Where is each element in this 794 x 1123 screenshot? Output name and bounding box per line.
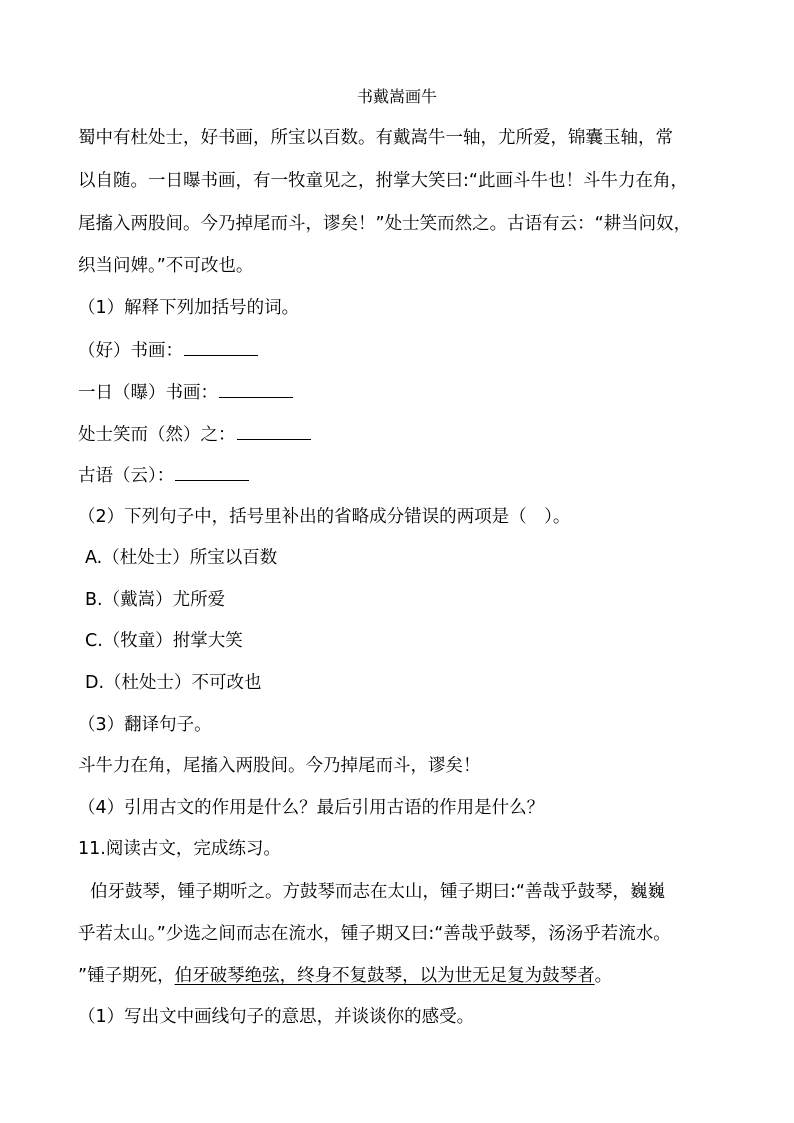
passage-line: 伯牙鼓琴，锺子期听之。方鼓琴而志在太山，锺子期曰:“善哉乎鼓琴，巍巍 xyxy=(90,882,665,902)
question-1-item xyxy=(78,463,728,488)
passage-line: 尾搐入两股间。今乃掉尾而斗，谬矣！”处士笑而然之。古语有云：“耕当问奴， xyxy=(78,214,692,234)
question-3-heading: （3）翻译句子。 xyxy=(78,715,212,735)
passage-line: 以自随。一日曝书画，有一牧童见之，拊掌大笑曰:“此画斗牛也！斗牛力在角， xyxy=(78,171,688,191)
item-text: 一日（曝）书画： xyxy=(78,383,218,403)
option-d: D.（杜处士）不可改也 xyxy=(85,673,262,693)
passage-text: ”锺子期死， xyxy=(78,966,175,986)
question-2-heading: （2）下列句子中，括号里补出的省略成分错误的两项是（ ）。 xyxy=(78,507,571,527)
question-11-sub-1: （1）写出文中画线句子的意思，并谈谈你的感受。 xyxy=(78,1007,475,1027)
passage-line: 织当问婢。”不可改也。 xyxy=(78,256,254,276)
option-b: B.（戴嵩）尤所爱 xyxy=(85,590,226,610)
document-title: 书戴嵩画牛 xyxy=(356,87,437,106)
question-3-sentence: 斗牛力在角，尾搐入两股间。今乃掉尾而斗，谬矣！ xyxy=(78,756,481,776)
question-1-item xyxy=(78,422,728,447)
answer-blank[interactable] xyxy=(237,422,311,440)
passage-line xyxy=(78,964,728,988)
question-11-heading: 11.阅读古文，完成练习。 xyxy=(78,839,281,859)
passage-line: 乎若太山。”少选之间而志在流水，锺子期又曰:“善哉乎鼓琴，汤汤乎若流水。 xyxy=(78,924,671,944)
passage-line: 蜀中有杜处士，好书画，所宝以百数。有戴嵩牛一轴，尤所爱，锦囊玉轴，常 xyxy=(78,128,673,148)
question-4-heading: （4）引用古文的作用是什么？最后引用古语的作用是什么？ xyxy=(78,798,545,818)
option-a: A.（杜处士）所宝以百数 xyxy=(85,548,278,568)
passage-text: 。 xyxy=(594,966,613,986)
question-1-item xyxy=(78,380,728,405)
item-text: （好）书画： xyxy=(78,341,183,361)
question-1-item xyxy=(78,338,728,363)
item-text: 处士笑而（然）之： xyxy=(78,425,236,445)
underlined-sentence: 伯牙破琴绝弦，终身不复鼓琴，以为世无足复为鼓琴者 xyxy=(174,966,595,986)
answer-blank[interactable] xyxy=(219,380,293,398)
question-1-heading: （1）解释下列加括号的词。 xyxy=(78,298,300,318)
answer-blank[interactable] xyxy=(184,338,258,356)
option-c: C.（牧童）拊掌大笑 xyxy=(85,631,243,651)
item-text: 古语（云）： xyxy=(78,466,175,486)
answer-blank[interactable] xyxy=(175,463,249,481)
